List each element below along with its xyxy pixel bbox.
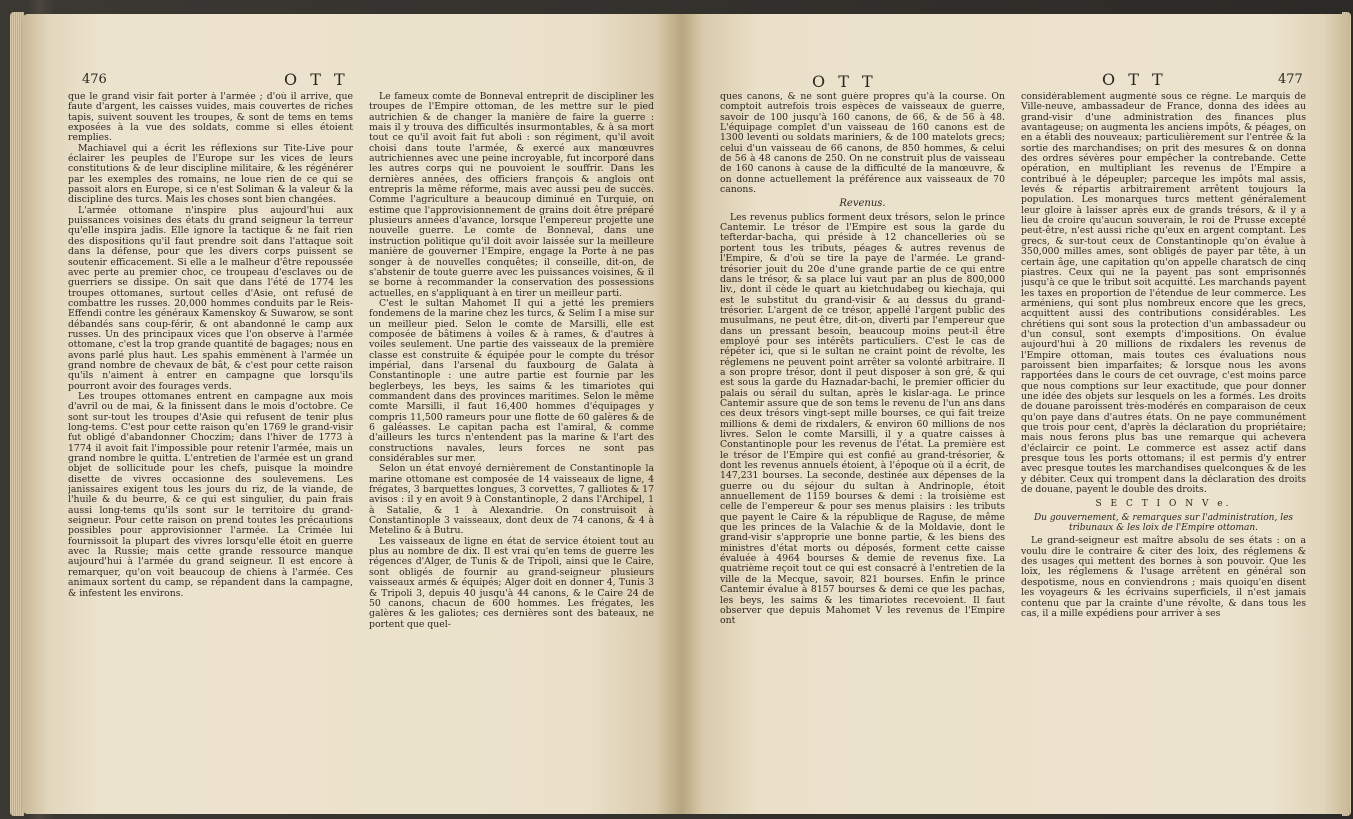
left-head-title: O T T [284, 70, 349, 89]
paragraph: Les troupes ottomanes entrent en campagne aux mois d'avril ou de mai, & la finissent dans le mois d'octobre. Ce sont sur-tout les troupes d'Asie qui refusent de tenir plus long-tems. C'est pour cette raison qu'en 1769 le grand-visir fut obligé d'abandonner Choczim; dans l'hiver de 1773 à 1774 il avoit fait l'impossible pour retenir l'armée, mais un grand nombre le quitta. L'entretien de l'armée est un grand objet de sollicitude pour les chefs, puisque la moindre disette de vivres occasionne des soulevemens. Les janissaires exigent tous les jours du riz, de la viande, de l'huile & du beurre, & ce qui est singulier, du pain frais aussi long-tems qu'ils sont sur le territoire du grand-seigneur. Pour cette raison on prend toutes les précautions possibles pour approvisionner l'armée. La Crimée lui fournissoit la plupart des vivres lorsqu'elle étoit en guerre avec la Russie; mais cette grande ressource manque aujourd'hui à l'armée du grand seigneur. Il est encore à remarquer, qu'on voit beaucoup de chiens à l'armée. Ces animaux sortent du camp, se répandent dans la campagne, & infestent les environs. [68, 390, 353, 599]
right-running-head [682, 70, 1350, 94]
right-column-1 [720, 92, 1005, 808]
paragraph: Le grand-seigneur est maître absolu de ses états : on a voulu dire le contraire & citer des loix, des réglemens & des usages qui mettent des bornes à son pouvoir. Que les loix, les réglemens & l'usage arrêtent en général son despotisme, nous en conviendrons ; mais quoiqu'en disent les voyageurs & les écrivains superficiels, il n'est jamais contenu que par la crainte d'une révolte, & dans tous les cas, il a mille expédiens pour arriver à ses [1021, 535, 1306, 619]
paragraph: Selon un état envoyé dernièrement de Constantinople la marine ottomane est composée de 14 vaisseaux de ligne, 4 frégates, 3 barquettes longues, 3 corvettes, 7 galliotes & 17 avisos : il y en avoit 9 à Constantinople, 2 dans l'Archipel, 1 à Satalie, & 1 à Alexandrie. On construisoit à Constantinople 3 vaisseaux, dont deux de 74 canons, & 4 à Metelino & à Butru. [369, 463, 654, 537]
paragraph: Machiavel qui a écrit les réflexions sur Tite-Live pour éclairer les peuples de l'Europe sur les vices de leurs constitutions & de leur discipline militaire, & les régénérer par les exemples des romains, ne loue rien de ce qui se passoit alors en Europe, si ce n'est Soliman & la valeur & la discipline des turcs. Mais les choses sont bien changées. [68, 142, 353, 206]
paragraph: C'est le sultan Mahomet II qui a jetté les premiers fondemens de la marine chez les turcs, & Selim I a mise sur un meilleur pied. Selon le comte de Marsilli, elle est composée de bâtimens à voiles & à rames, & d'autres à voiles seulement. Une partie des vaisseaux de la première classe est construite & équipée pour le compte du trésor impérial, dans l'arsenal du fauxbourg de Galata à Constantinople : une autre partie est fournie par les beglerbeys, les beys, les saims & les timariotes qui commandent dans des provinces maritimes. Selon le même comte Marsilli, il faut 16,400 hommes d'équipages y compris 11,500 rameurs pour une flotte de 60 galères & de 6 galéasses. Le capitan pacha est l'amiral, & comme d'ailleurs les turcs n'entendent pas la marine & l'art des constructions navales, leurs forces ne sont pas considérables sur mer. [369, 297, 654, 465]
right-head-title-left: O T T [812, 72, 877, 91]
left-page-columns [68, 92, 654, 808]
right-page-number: 477 [1278, 72, 1303, 87]
paragraph: considérablement augmenté sous ce règne. Le marquis de Ville-neuve, ambassadeur de France, donna des idées au grand-visir d'une administration des finances plus avantageuse; on augmenta les anciens impôts, & péages, on en a établi des nouveaux; particulièrement sur l'entrée & la sortie des marchandises; on prit des mesures & on donna des ordres sévères pour empêcher la contrebande. Cette opération, en multipliant les revenus de l'Empire a contribué à le dépeupler; parceque les impôts mal assis, levés & répartis arbitrairement arrêtent toujours la population. Les monarques turcs mettent généralement leur gloire à laisser après eux de grands trésors, & il y a lieu de croire qu'aucun souverain, le roi de Prusse excepté peut-être, n'est aussi riche qu'eux en argent comptant. Les grecs, & sur-tout ceux de Constantinople qu'on évalue à 350,000 milles ames, sont obligés de payer par tête, à un certain âge, une capitation qu'on appelle charatsch de cinq piastres. Ceux qui ne la payent pas sont emprisonnés jusqu'à ce que le tribut soit acquitté. Les marchands payent les taxes en proportion de l'étendue de leur commerce. Les arméniens, qui sont plus nombreux encore que les grecs, acquittent aussi des contributions considérables. Les chrétiens qui sont sous la protection d'un ambassadeur ou d'un consul, sont exempts d'impositions. On évalue aujourd'hui à 20 millions de rixdalers les revenus de l'Empire ottoman, mais toutes ces évaluations nous paroissent bien imparfaites; & lorsque nous les avons rapportées dans le cours de cet ouvrage, c'est moins parce que nous comptions sur leur exactitude, que pour donner une idée des objets sur lesquels on les a formés. Les droits de douane paroissent très-modérés en comparaison de ceux qu'on paye dans d'autres états. On ne paye communément que trois pour cent, d'après la déclaration du propriétaire; mais nous ferons plus bas une remarque qui achevera d'éclaircir ce point. Le commerce est assez actif dans presque tous les ports ottomans; il est permis d'y entrer avec presque toutes les marchandises quelconques & de les y débiter. Ceux qui trompent dans la déclaration des droits de douane, payent le double des droits. [1021, 92, 1306, 496]
right-column-2 [1021, 92, 1306, 808]
section-subtitle: Du gouvernement, & remarques sur l'administration, les tribunaux & les loix de l'Empire ottoman. [1033, 512, 1294, 534]
paragraph: ques canons, & ne sont guère propres qu'à la course. On comptoit autrefois trois espèces de vaisseaux de guerre, savoir de 100 jusqu'à 160 canons, de 66, & de 56 à 48. L'équipage complet d'un vaisseau de 160 canons est de 1300 leventi ou soldats mariniers, & de 100 matelots grecs; celui d'un vaisseau de 66 canons, de 850 hommes, & celui de 56 à 48 canons de 250. On ne construit plus de vaisseau de 160 canons à cause de la difficulté de la manœuvre, & on donne actuellement la préférence aux vaisseaux de 70 canons. [720, 92, 1005, 196]
paragraph: L'armée ottomane n'inspire plus aujourd'hui aux puissances voisines des états du grand seigneur la terreur qu'elle inspira jadis. Elle ignore la tactique & ne fait rien des dispositions qu'il faut prendre soit dans l'attaque soit dans la défense, pour que les divers corps puissent se soutenir efficacement. Si elle a le malheur d'être repoussée avec perte au premier choc, ce troupeau d'esclaves ou de guerriers se dissipe. On sait que dans l'été de 1774 les troupes ottomanes, surtout celles d'Asie, ont refusé de combattre les russes. 20,000 hommes conduits par le Reis-Effendi contre les généraux Kamenskoy & Suwarow, se sont débandés sans coup-férir, & ont abandonné le camp aux russes. Un des principaux vices que l'on observe à l'armée ottomane, c'est la trop grande quantité de bagages; nous en avons parlé plus haut. Les spahis emmènent à l'armée un grand nombre de chevaux de bât, & c'est pour cette raison qu'ils n'aiment à entrer en campagne que lorsqu'ils pourront avoir des fourages verds. [68, 204, 353, 392]
paragraph: Les vaisseaux de ligne en état de service étoient tout au plus au nombre de dix. Il est vrai qu'en tems de guerre les régences d'Alger, de Tunis & de Tripoli, ainsi que le Caire, sont obligés de fournir au grand-seigneur plusieurs vaisseaux armés & équipés; Alger doit en donner 4, Tunis 3 & Tripoli 3, depuis 40 jusqu'à 44 canons, & le Caire 24 de 50 canons, chacun de 600 hommes. Les frégates, les galères & les galiotes; ces dernières sont des bateaux, ne portent que quel- [369, 535, 654, 630]
right-page-columns [720, 92, 1306, 808]
section-heading: S E C T I O N V e. [1095, 499, 1232, 510]
section-heading-revenus: Revenus. [839, 198, 886, 210]
right-head-title-right: O T T [1102, 70, 1167, 89]
paragraph: que le grand visir fait porter à l'armée ; d'où il arrive, que faute d'argent, les caisses vuides, mais couvertes de riches tapis, suivent souvent les troupes, & sont de tems en tems exposées à la vue des soldats, comme si elles étoient remplies. [68, 92, 353, 144]
left-page-number: 476 [82, 72, 107, 87]
paragraph: Le fameux comte de Bonneval entreprit de discipliner les troupes de l'Empire ottoman, de les mettre sur le pied autrichien & de changer la manière de faire la guerre : mais il y trouva des difficultés insurmontables, & à sa mort tout ce qu'il avoit fait fut aboli : son régiment, qu'il avoit choisi dans toute l'armée, & exercé aux manœuvres autrichiennes avec une peine incroyable, fut incorporé dans les autres corps qui ne pouvoient le souffrir. Dans les dernières années, des officiers françois & anglois ont entrepris la même réforme, mais avec aussi peu de succès. Comme l'agriculture a beaucoup diminué en Turquie, on estime que l'approvisionnement de grains doit être préparé plusieurs années d'avance, lorsque l'empereur projette une nouvelle guerre. Le comte de Bonneval, dans une instruction politique qu'il doit avoir laissée sur la meilleure manière de gouverner l'Empire, engage la Porte à ne pas songer à de nouvelles conquêtes; il conseille, dit-on, de s'abstenir de toute guerre avec les puissances voisines, & il se borne à recommander la conservation des possessions actuelles, en s'appliquant à en tirer un meilleur parti. [369, 92, 654, 299]
left-page [22, 14, 682, 814]
right-page [682, 14, 1350, 814]
left-column-2 [369, 92, 654, 808]
left-column-1 [68, 92, 353, 808]
paragraph: Les revenus publics forment deux trésors, selon le prince Cantemir. Le trésor de l'Empire est sous la garde du tefterdar-bacha, qui préside à 12 chancelleries où se portent tous les tributs, péages & autres revenus de l'Empire, & d'où se tire la paye de l'armée. Le grand-trésorier jouit du 20e d'une grande partie de ce qui entre dans le trésor, & sa place lui vaut par an plus de 800,000 liv., dont il cède le quart au kietchudabeg ou kiechaja, qui est le substitut du grand-visir & au dessus du grand-trésorier. L'argent de ce trésor, appellé l'argent public des musulmans, ne peut être, dit-on, diverti par l'empereur que dans un pressant besoin, beaucoup moins peut-il être employé pour ses intérêts particuliers. C'est le cas de répéter ici, que si le sultan ne craint point de révolte, les réglemens ne peuvent point arrêter sa volonté arbitraire. Il a son propre trésor, dont il peut disposer à son gré, & qui est sous la garde du Haznadar-bachi, le premier officier du palais ou sérail du sultan, après le kislar-aga. Le prince Cantemir assure que de son tems le revenu de l'un ans dans ces deux trésors vingt-sept mille bourses, ce qui fait treize millions & demi de rixdalers, & environ 60 millions de nos livres. Selon le comte Marsilli, il y a quatre caisses à Constantinople pour les revenus de l'état. La première est le trésor de l'Empire qui est confié au grand-trésorier, & dont les revenus annuels étoient, à l'époque où il a écrit, de 147,231 bourses. La seconde, destinée aux dépenses de la guerre ou du séjour du sultan à Andrinople, étoit annuellement de 1159 bourses & demi : la troisième est celle de l'empereur & pour ses menus plaisirs : les tributs que payent le Caire & la république de Raguse, de même que les princes de la Valachie & de la Moldavie, dont le grand-visir s'approprie une bonne partie, & les biens des ministres d'état morts ou déposés, forment cette caisse évaluée à 4964 bourses & demie de revenus fixe. La quatrième reçoit tout ce qui est consacré à l'entretien de la ville de la Mecque, savoir, 821 bourses. Enfin le prince Cantemir évalue à 8157 bourses & demi ce que les pachas, les beys, les saims & les timariotes recevoient. Il faut observer que depuis Mahomet V les revenus de l'Empire ont [720, 211, 1005, 627]
left-running-head [22, 70, 682, 94]
